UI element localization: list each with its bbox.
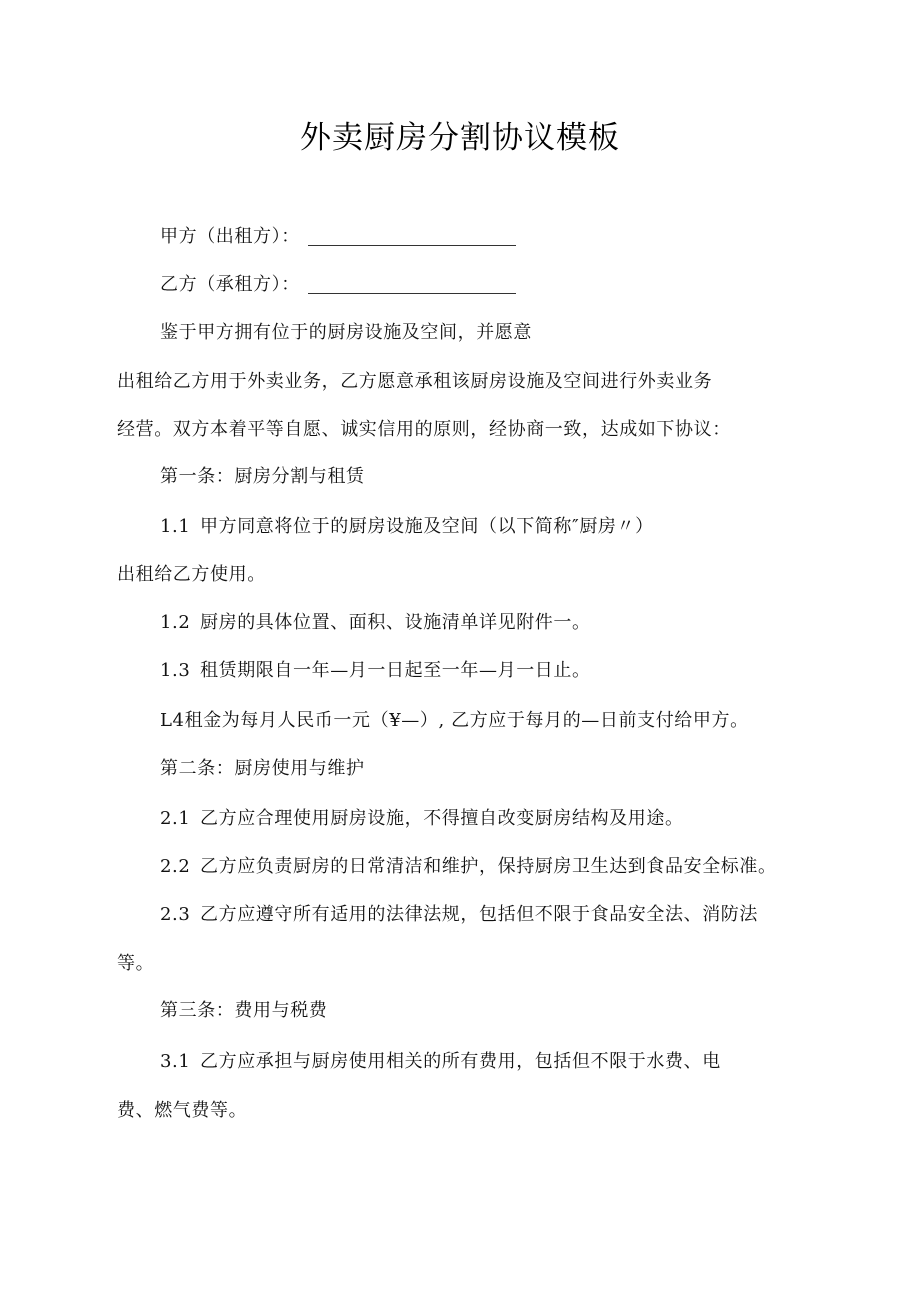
clause-2-1: [160, 807, 684, 831]
clause-1-3: [160, 659, 591, 683]
clause-2-3: [160, 903, 758, 927]
clause-2-3-continuation: 等。: [117, 953, 155, 974]
clause-3-1: [160, 1050, 721, 1074]
document-title: 外卖厨房分割协议模板: [300, 120, 620, 156]
clause-1-2: [160, 611, 591, 635]
clause-number: 2.1: [160, 808, 191, 829]
clause-number: 1.1: [160, 516, 191, 537]
preamble-line-2: 出租给乙方用于外卖业务，乙方愿意承租该厨房设施及空间进行外卖业务: [117, 371, 713, 392]
party-b-blank: [308, 275, 516, 294]
clause-1-4: L4租金为每月人民币一元（¥—）, 乙方应于每月的—日前支付给甲方。: [160, 710, 749, 731]
clause-text: 乙方应遵守所有适用的法律法规，包括但不限于食品安全法、消防法: [200, 904, 758, 925]
clause-number: 3.1: [160, 1051, 191, 1072]
clause-text: 甲方同意将位于的厨房设施及空间（以下简称″厨房〃）: [200, 516, 654, 537]
clause-text: 租赁期限自一年—月一日起至一年—月一日止。: [200, 660, 591, 681]
clause-text: 厨房的具体位置、面积、设施清单详见附件一。: [200, 612, 591, 633]
clause-2-2: [160, 855, 777, 879]
clause-number: 2.3: [160, 904, 191, 925]
clause-3-1-continuation: 费、燃气费等。: [117, 1100, 248, 1121]
party-b-line: [160, 273, 516, 297]
preamble-line-3: 经营。双方本着平等自愿、诚实信用的原则，经协商一致，达成如下协议：: [117, 419, 731, 440]
clause-number: 1.3: [160, 660, 191, 681]
party-a-label: 甲方（出租方）：: [160, 226, 300, 247]
party-a-line: [160, 225, 516, 249]
party-b-label: 乙方（承租方）：: [160, 274, 300, 295]
clause-1-1: [160, 515, 654, 539]
article-1-heading: 第一条：厨房分割与租赁: [160, 466, 365, 487]
clause-text: 乙方应合理使用厨房设施，不得擅自改变厨房结构及用途。: [200, 808, 684, 829]
party-a-blank: [308, 227, 516, 246]
clause-text: 乙方应承担与厨房使用相关的所有费用，包括但不限于水费、电: [200, 1051, 721, 1072]
clause-text: 乙方应负责厨房的日常清洁和维护，保持厨房卫生达到食品安全标准。: [200, 856, 777, 877]
article-2-heading: 第二条：厨房使用与维护: [160, 758, 365, 779]
clause-number: 1.2: [160, 612, 191, 633]
clause-1-1-continuation: 出租给乙方使用。: [117, 564, 266, 585]
preamble-line-1: 鉴于甲方拥有位于的厨房设施及空间，并愿意: [160, 322, 532, 343]
article-3-heading: 第三条：费用与税费: [160, 1000, 328, 1021]
clause-number: 2.2: [160, 856, 191, 877]
